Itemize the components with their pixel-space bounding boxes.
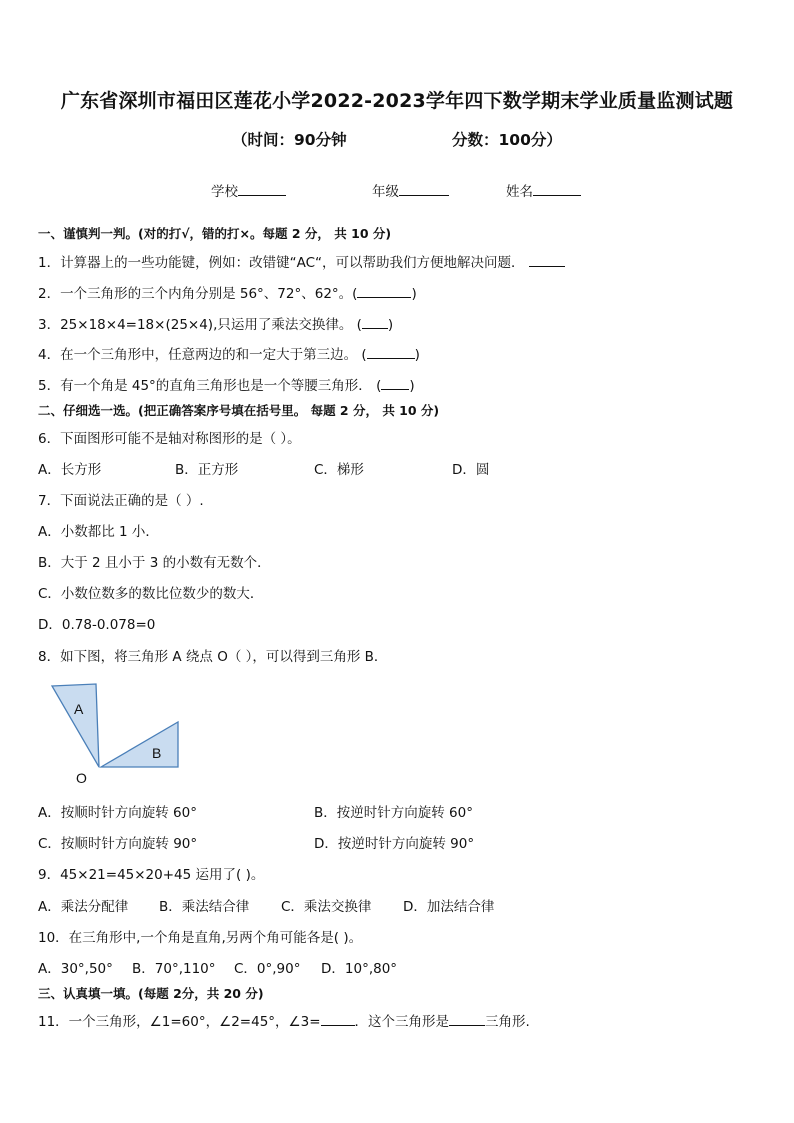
question-6: 6．下面图形可能不是轴对称图形的是（ ）。	[38, 431, 301, 447]
page-title: 广东省深圳市福田区莲花小学2022-2023学年四下数学期末学业质量监测试题	[60, 90, 734, 112]
question-4-answer-blank[interactable]	[367, 345, 415, 359]
exam-time: （时间：90分钟	[232, 131, 347, 149]
question-6-option-d[interactable]: D．圆	[452, 462, 490, 478]
question-7-option-b[interactable]: B．大于 2 且小于 3 的小数有无数个．	[38, 555, 271, 571]
exam-score: 分数：100分）	[452, 131, 562, 149]
question-7-option-a[interactable]: A．小数都比 1 小．	[38, 524, 159, 540]
question-3-close: )	[387, 317, 394, 333]
school-label: 学校	[211, 184, 238, 200]
question-1	[38, 251, 565, 271]
triangle-a-label: A	[74, 701, 84, 717]
question-8: 8．如下图，将三角形 A 绕点 O（ ），可以得到三角形 B．	[38, 649, 388, 665]
question-1-text: 1．计算器上的一些功能键，例如：改错键“AC“，可以帮助我们方便地解决问题．	[38, 255, 525, 271]
name-field	[506, 180, 581, 200]
question-6-option-a[interactable]: A．长方形	[38, 462, 102, 478]
section-2-heading: 二、仔细选一选。(把正确答案序号填在括号里。 每题 2 分， 共 10 分)	[38, 403, 440, 418]
question-9-option-a[interactable]: A．乘法分配律	[38, 899, 129, 915]
question-9-option-b[interactable]: B．乘法结合律	[159, 899, 250, 915]
question-11	[38, 1010, 530, 1030]
question-8-option-a[interactable]: A．按顺时针方向旋转 60°	[38, 805, 197, 821]
section-1-heading: 一、谨慎判一判。(对的打√，错的打×。每题 2 分， 共 10 分)	[38, 226, 392, 241]
question-9-option-c[interactable]: C．乘法交换律	[281, 899, 372, 915]
question-5-text: 5．有一个角是 45°的直角三角形也是一个等腰三角形． (	[38, 378, 382, 394]
grade-label: 年级	[372, 184, 399, 200]
question-11-angle-blank[interactable]	[321, 1012, 355, 1026]
question-1-answer-blank[interactable]	[529, 253, 565, 267]
question-10-option-a[interactable]: A．30°,50°	[38, 961, 113, 977]
question-10: 10．在三角形中,一个角是直角,另两个角可能各是( )。	[38, 930, 363, 946]
question-5-close: )	[409, 378, 415, 394]
school-blank[interactable]	[238, 181, 286, 196]
section-3-heading: 三、认真填一填。(每题 2分，共 20 分)	[38, 986, 264, 1001]
question-4-close: )	[414, 347, 420, 363]
grade-blank[interactable]	[399, 181, 449, 196]
school-field	[211, 180, 286, 200]
question-2-answer-blank[interactable]	[357, 284, 411, 298]
point-o-label: O	[76, 770, 87, 786]
question-2	[38, 282, 417, 302]
question-9: 9．45×21=45×20+45 运用了( )。	[38, 867, 265, 883]
question-7-option-d[interactable]: D．0.78-0.078=0	[38, 617, 156, 633]
question-10-option-b[interactable]: B．70°,110°	[132, 961, 216, 977]
question-4	[38, 343, 420, 363]
question-11-end: 三角形.	[485, 1014, 530, 1030]
question-9-option-d[interactable]: D．加法结合律	[403, 899, 495, 915]
question-10-option-c[interactable]: C．0°,90°	[234, 961, 301, 977]
question-3-text: 3．25×18×4=18×(25×4),只运用了乘法交换律。 (	[38, 317, 362, 333]
question-8-option-b[interactable]: B．按逆时针方向旋转 60°	[314, 805, 473, 821]
question-11-text: 11．一个三角形，∠1=60°，∠2=45°，∠3=	[38, 1014, 321, 1030]
question-2-close: )	[411, 286, 417, 302]
question-5-answer-blank[interactable]	[381, 376, 409, 390]
question-6-option-b[interactable]: B．正方形	[175, 462, 239, 478]
triangle-a	[52, 684, 99, 767]
question-8-option-c[interactable]: C．按顺时针方向旋转 90°	[38, 836, 198, 852]
question-3-answer-blank[interactable]	[362, 315, 388, 329]
name-blank[interactable]	[533, 181, 581, 196]
question-7-option-c[interactable]: C．小数位数多的数比位数少的数大．	[38, 586, 264, 602]
question-2-text: 2．一个三角形的三个内角分别是 56°、72°、62°。(	[38, 286, 358, 302]
triangle-b	[101, 722, 178, 767]
question-7: 7．下面说法正确的是（ ）.	[38, 493, 204, 509]
triangle-b-label: B	[152, 745, 162, 761]
question-5	[38, 374, 415, 394]
question-6-option-c[interactable]: C．梯形	[314, 462, 364, 478]
question-10-option-d[interactable]: D．10°,80°	[321, 961, 398, 977]
question-8-option-d[interactable]: D．按逆时针方向旋转 90°	[314, 836, 475, 852]
rotation-figure	[44, 680, 194, 790]
question-11-middle: ．这个三角形是	[354, 1014, 450, 1030]
grade-field	[372, 180, 449, 200]
question-3	[38, 313, 393, 333]
question-4-text: 4．在一个三角形中，任意两边的和一定大于第三边。 (	[38, 347, 367, 363]
question-11-type-blank[interactable]	[449, 1012, 485, 1026]
name-label: 姓名	[506, 184, 533, 200]
